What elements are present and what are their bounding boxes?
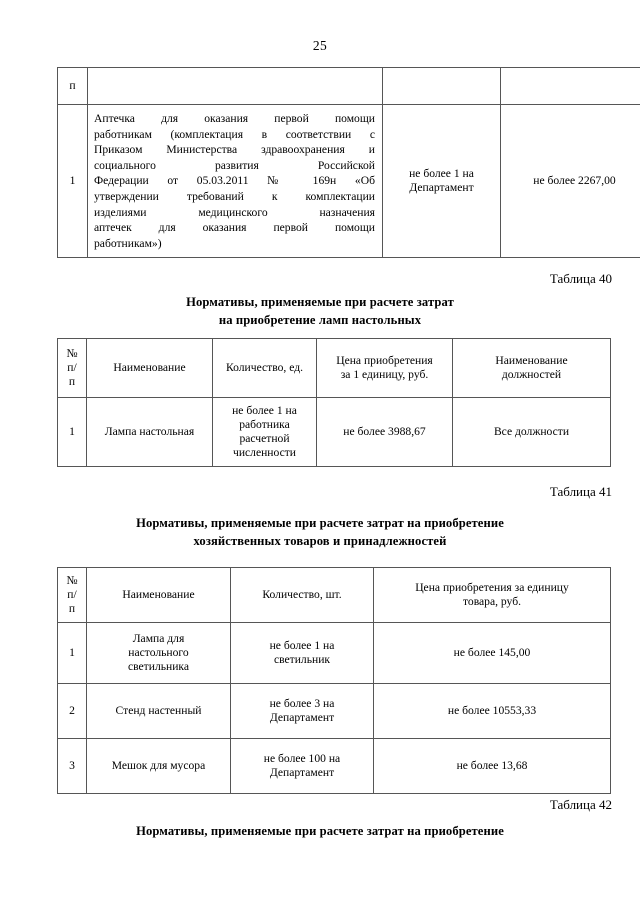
table-reference-41: Таблица 41 bbox=[549, 484, 612, 499]
cell-price: не более 13,68 bbox=[374, 739, 611, 794]
cell-name bbox=[87, 739, 231, 794]
cell-index: 1 bbox=[58, 105, 88, 258]
table-desk-lamps bbox=[57, 338, 611, 467]
column-header-index-line: № bbox=[66, 347, 78, 360]
column-header-index: п bbox=[58, 68, 88, 105]
cell-name: Лампа настольная bbox=[87, 398, 213, 467]
column-header-positions bbox=[453, 339, 611, 398]
column-header-name bbox=[88, 68, 383, 105]
column-header-positions-line: Наименование bbox=[495, 354, 568, 367]
cell-quantity-line: работника bbox=[239, 418, 290, 431]
column-header-quantity bbox=[383, 68, 501, 105]
cell-quantity-line: не более 100 на bbox=[263, 752, 341, 765]
cell-name bbox=[87, 623, 231, 684]
column-header-positions-line: должностей bbox=[501, 368, 562, 381]
cell-name-line: Федерации от 05.03.2011 № 169н «Об bbox=[94, 174, 375, 188]
cell-name-line: Лампа для bbox=[132, 632, 185, 645]
column-header-price bbox=[374, 568, 611, 623]
cell-name-line: утверждении требований к комплектации bbox=[94, 189, 375, 203]
cell-quantity bbox=[383, 105, 501, 258]
cell-quantity-line: не более 3 на bbox=[269, 697, 335, 710]
table-row bbox=[58, 684, 611, 739]
cell-name bbox=[88, 105, 383, 258]
cell-quantity-line: расчетной bbox=[239, 432, 290, 445]
cell-quantity bbox=[231, 684, 374, 739]
column-header-index-line: п bbox=[68, 602, 76, 615]
section-heading-lamps bbox=[0, 293, 640, 329]
column-header-name: Наименование bbox=[87, 339, 213, 398]
cell-name-line: социального развития Российской bbox=[94, 158, 375, 172]
cell-name-line: Аптечка для оказания первой помощи bbox=[94, 112, 375, 125]
cell-quantity-line: Департамент bbox=[269, 766, 335, 779]
cell-quantity-line: не более 1 на bbox=[409, 167, 474, 181]
column-header-price-line: Цена приобретения за единицу bbox=[415, 581, 569, 594]
cell-name-line: аптечек для оказания первой помощи bbox=[94, 221, 375, 235]
cell-price: не более 145,00 bbox=[374, 623, 611, 684]
section-heading-line: Нормативы, применяемые при расчете затрат на приобретение bbox=[136, 824, 504, 838]
column-header-quantity: Количество, шт. bbox=[231, 568, 374, 623]
column-header-price-line: за 1 единицу, руб. bbox=[340, 368, 429, 381]
table-row-header bbox=[58, 568, 611, 623]
column-header-price-line: товара, руб. bbox=[462, 595, 521, 608]
section-heading-household-goods bbox=[0, 514, 640, 550]
table-reference-40: Таблица 40 bbox=[549, 271, 612, 286]
cell-name-line: светильника bbox=[127, 660, 190, 673]
table-row-header bbox=[58, 339, 611, 398]
cell-name-line: настольного bbox=[128, 646, 189, 659]
section-heading-line: на приобретение ламп настольных bbox=[218, 313, 422, 327]
column-header-index bbox=[58, 339, 87, 398]
column-header-index-line: № bbox=[66, 574, 78, 587]
cell-index: 1 bbox=[58, 623, 87, 684]
cell-index: 3 bbox=[58, 739, 87, 794]
cell-quantity bbox=[231, 739, 374, 794]
cell-name-line: Стенд настенный bbox=[115, 704, 202, 717]
table-medical-kit bbox=[57, 67, 640, 258]
column-header-price bbox=[501, 68, 640, 105]
section-heading-line: хозяйственных товаров и принадлежностей bbox=[193, 534, 447, 548]
table-row bbox=[58, 623, 611, 684]
cell-index: 2 bbox=[58, 684, 87, 739]
section-heading-line: Нормативы, применяемые при расчете затрат на приобретение bbox=[136, 516, 504, 530]
cell-name-line: Приказом Министерства здравоохранения и bbox=[94, 143, 375, 157]
cell-positions: Все должности bbox=[453, 398, 611, 467]
column-header-index bbox=[58, 568, 87, 623]
cell-quantity bbox=[231, 623, 374, 684]
cell-price: не более 10553,33 bbox=[374, 684, 611, 739]
table-household-goods bbox=[57, 567, 611, 794]
column-header-index-line: п/ bbox=[67, 361, 77, 374]
section-heading-trailing bbox=[0, 822, 640, 840]
cell-name-line: работникам (комплектация в соответствии с bbox=[94, 127, 375, 141]
cell-name-line: изделиями медицинского назначения bbox=[94, 205, 375, 219]
cell-price: не более 3988,67 bbox=[317, 398, 453, 467]
cell-quantity-line: не более 1 на bbox=[232, 404, 297, 417]
cell-quantity-line: Департамент bbox=[269, 711, 335, 724]
cell-index: 1 bbox=[58, 398, 87, 467]
column-header-price-line: Цена приобретения bbox=[336, 354, 433, 367]
column-header-price bbox=[317, 339, 453, 398]
table-row bbox=[58, 398, 611, 467]
cell-price: не более 2267,00 bbox=[501, 105, 640, 258]
column-header-index-line: п bbox=[68, 375, 76, 388]
page-number: 25 bbox=[312, 38, 328, 53]
column-header-quantity: Количество, ед. bbox=[213, 339, 317, 398]
table-row bbox=[58, 105, 640, 258]
table-row-header bbox=[58, 68, 640, 105]
column-header-name: Наименование bbox=[87, 568, 231, 623]
column-header-index-line: п/ bbox=[67, 588, 77, 601]
cell-name-line: Мешок для мусора bbox=[111, 759, 206, 772]
cell-quantity-line: Департамент bbox=[409, 181, 474, 195]
table-row bbox=[58, 739, 611, 794]
section-heading-line: Нормативы, применяемые при расчете затрат bbox=[186, 295, 454, 309]
cell-quantity bbox=[213, 398, 317, 467]
cell-quantity-line: численности bbox=[232, 446, 297, 459]
cell-quantity-line: светильник bbox=[273, 653, 331, 666]
cell-name bbox=[87, 684, 231, 739]
table-reference-42: Таблица 42 bbox=[549, 797, 612, 812]
cell-name-line: работникам») bbox=[94, 236, 162, 250]
cell-quantity-line: не более 1 на bbox=[269, 639, 335, 652]
